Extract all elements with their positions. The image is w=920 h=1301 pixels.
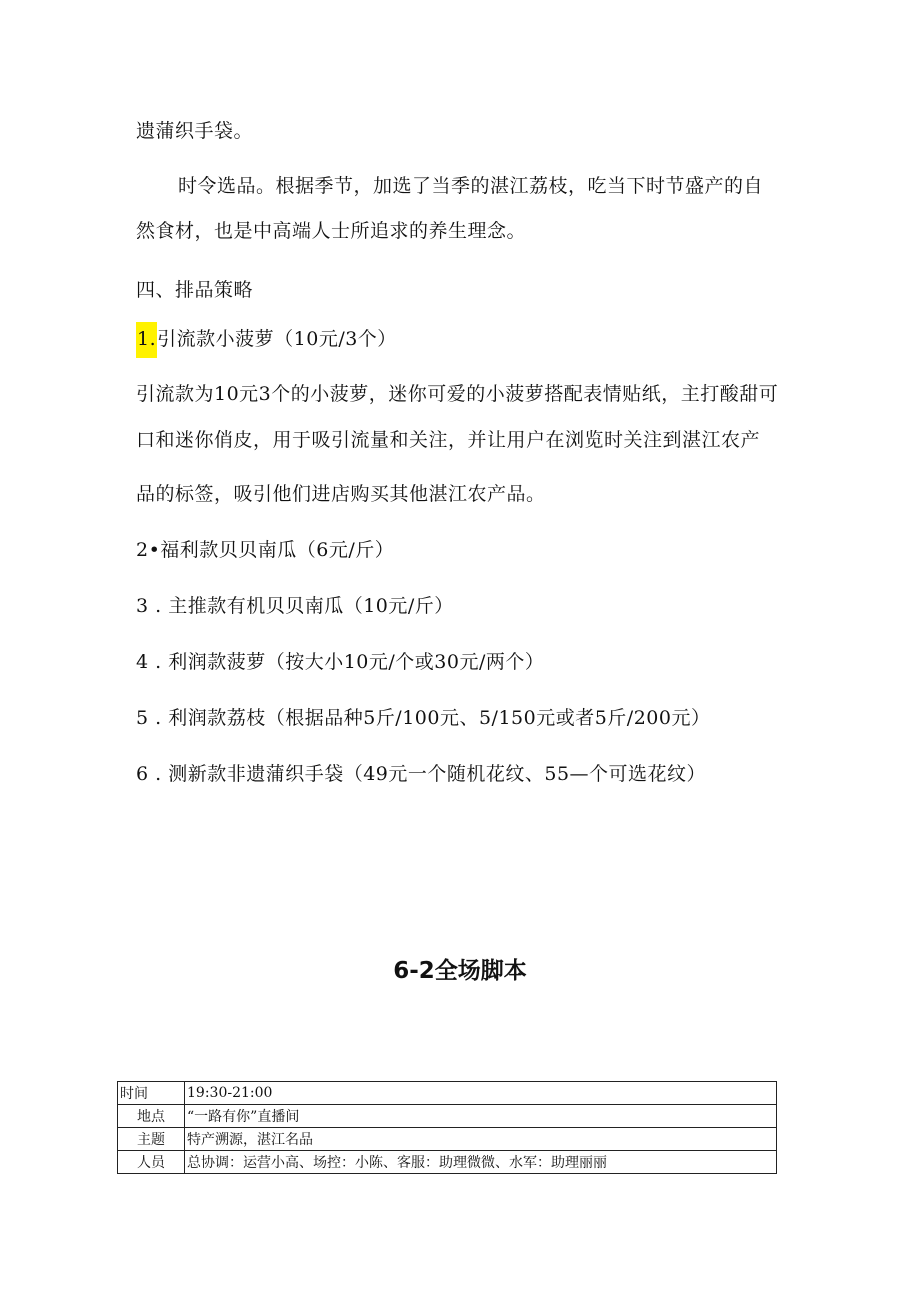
paragraph-line: 引流款为10元3个的小菠萝，迷你可爱的小菠萝搭配表情贴纸，主打酸甜可 [136, 383, 779, 405]
table-key-cell: 时间 [118, 1082, 185, 1105]
table-value-cell: “一路有你”直播间 [185, 1105, 777, 1128]
table-row [118, 1128, 777, 1151]
list-item: 6 . 测新款非遗蒲织手袋（49元一个随机花纹、55—个可选花纹） [136, 763, 707, 785]
list-item: 5 . 利润款荔枝（根据品种5斤/100元、5/150元或者5斤/200元） [136, 707, 711, 729]
highlighted-number: 1. [136, 322, 157, 358]
list-item: 3 . 主推款有机贝贝南瓜（10元/斤） [136, 595, 454, 617]
list-item: 4 . 利润款菠萝（按大小10元/个或30元/两个） [136, 651, 545, 673]
paragraph-line: 口和迷你俏皮，用于吸引流量和关注，并让用户在浏览时关注到湛江农产 [136, 429, 761, 451]
paragraph-line: 时令选品。根据季节，加选了当季的湛江荔枝，吃当下时节盛产的自 [178, 175, 764, 197]
table-row [118, 1151, 777, 1174]
table-key-cell: 主题 [118, 1128, 185, 1151]
paragraph-line: 品的标签，吸引他们进店购买其他湛江农产品。 [136, 483, 546, 505]
table-row [118, 1105, 777, 1128]
section-title: 6-2全场脚本 [393, 958, 527, 984]
table-key-cell: 地点 [118, 1105, 185, 1128]
list-item-text: 引流款小菠萝（10元/3个） [157, 328, 397, 350]
section-heading: 四、排品策略 [136, 279, 254, 301]
list-item [136, 326, 397, 352]
list-item: 2•福利款贝贝南瓜（6元/斤） [136, 539, 395, 561]
table-value-cell: 特产溯源，湛江名品 [185, 1128, 777, 1151]
table-row [118, 1082, 777, 1105]
table-value-cell: 总协调：运营小高、场控：小陈、客服：助理微微、水军：助理丽丽 [185, 1151, 777, 1174]
info-table [117, 1081, 777, 1174]
paragraph-line: 遗蒲织手袋。 [136, 120, 254, 142]
table-key-cell: 人员 [118, 1151, 185, 1174]
table-value-cell: 19:30-21:00 [185, 1082, 777, 1105]
paragraph-line: 然食材，也是中高端人士所追求的养生理念。 [136, 220, 527, 242]
